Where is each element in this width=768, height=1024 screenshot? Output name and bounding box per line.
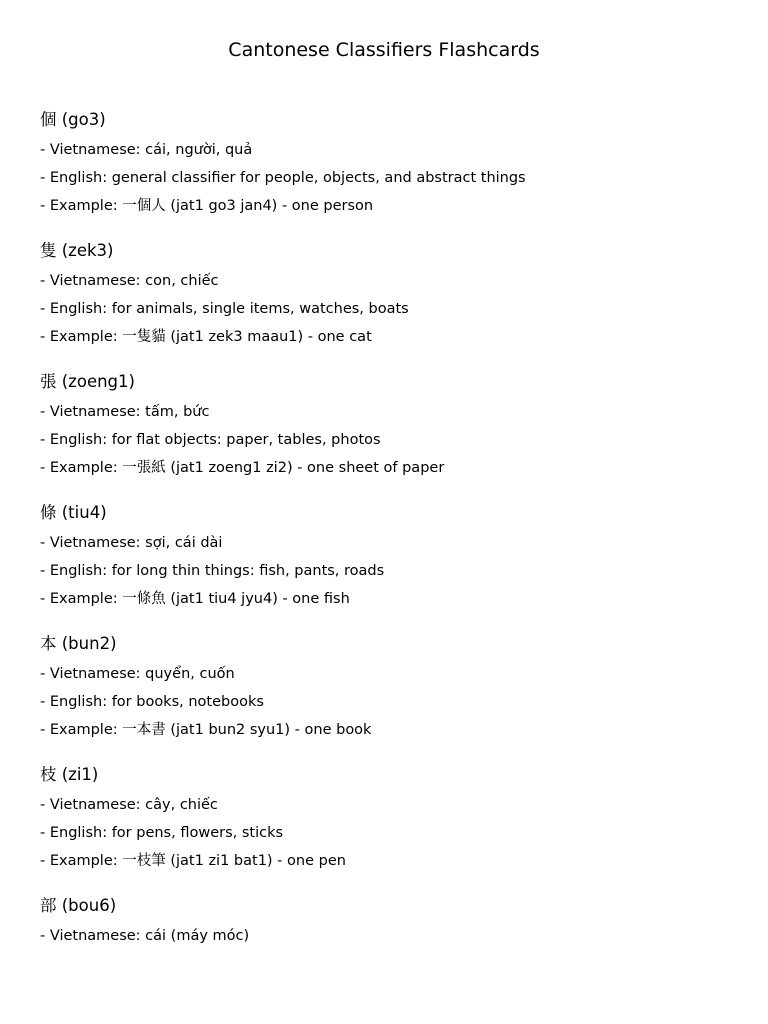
english-line: - English: for books, notebooks	[40, 694, 264, 710]
flashcard-heading: 條 (tiu4)	[40, 503, 107, 522]
flashcard	[40, 369, 740, 500]
vietnamese-line: - Vietnamese: cái (máy móc)	[40, 928, 250, 944]
vietnamese-line: - Vietnamese: cây, chiếc	[40, 797, 218, 813]
english-line: - English: general classifier for people, objects, and abstract things	[40, 170, 526, 186]
flashcard-list	[40, 107, 740, 1024]
vietnamese-line: - Vietnamese: tấm, bức	[40, 404, 210, 420]
vietnamese-line: - Vietnamese: con, chiếc	[40, 273, 219, 289]
flashcard-heading: 隻 (zek3)	[40, 241, 114, 260]
vietnamese-line: - Vietnamese: quyển, cuốn	[40, 666, 235, 682]
english-line: - English: for animals, single items, watches, boats	[40, 301, 409, 317]
example-line: - Example: 一張紙 (jat1 zoeng1 zi2) - one sheet of paper	[40, 460, 445, 476]
flashcard-heading: 個 (go3)	[40, 110, 106, 129]
example-line: - Example: 一個人 (jat1 go3 jan4) - one person	[40, 198, 374, 214]
flashcard	[40, 107, 740, 238]
page-title: Cantonese Classifiers Flashcards	[228, 39, 540, 61]
example-line: - Example: 一條魚 (jat1 tiu4 jyu4) - one fish	[40, 591, 350, 607]
vietnamese-line: - Vietnamese: cái, người, quả	[40, 142, 253, 158]
english-line: - English: for long thin things: fish, pants, roads	[40, 563, 385, 579]
flashcard	[40, 631, 740, 762]
english-line: - English: for flat objects: paper, tables, photos	[40, 432, 381, 448]
example-line: - Example: 一隻貓 (jat1 zek3 maau1) - one cat	[40, 329, 372, 345]
flashcard-heading: 本 (bun2)	[40, 634, 117, 653]
flashcard	[40, 500, 740, 631]
example-line: - Example: 一本書 (jat1 bun2 syu1) - one book	[40, 722, 372, 738]
flashcard-heading: 枝 (zi1)	[40, 765, 99, 784]
example-line: - Example: 一枝筆 (jat1 zi1 bat1) - one pen	[40, 853, 346, 869]
flashcard	[40, 762, 740, 893]
flashcard	[40, 238, 740, 369]
flashcard-heading: 部 (bou6)	[40, 896, 117, 915]
vietnamese-line: - Vietnamese: sợi, cái dài	[40, 535, 223, 551]
flashcard-heading: 張 (zoeng1)	[40, 372, 135, 391]
english-line: - English: for pens, flowers, sticks	[40, 825, 284, 841]
flashcard	[40, 893, 740, 1024]
